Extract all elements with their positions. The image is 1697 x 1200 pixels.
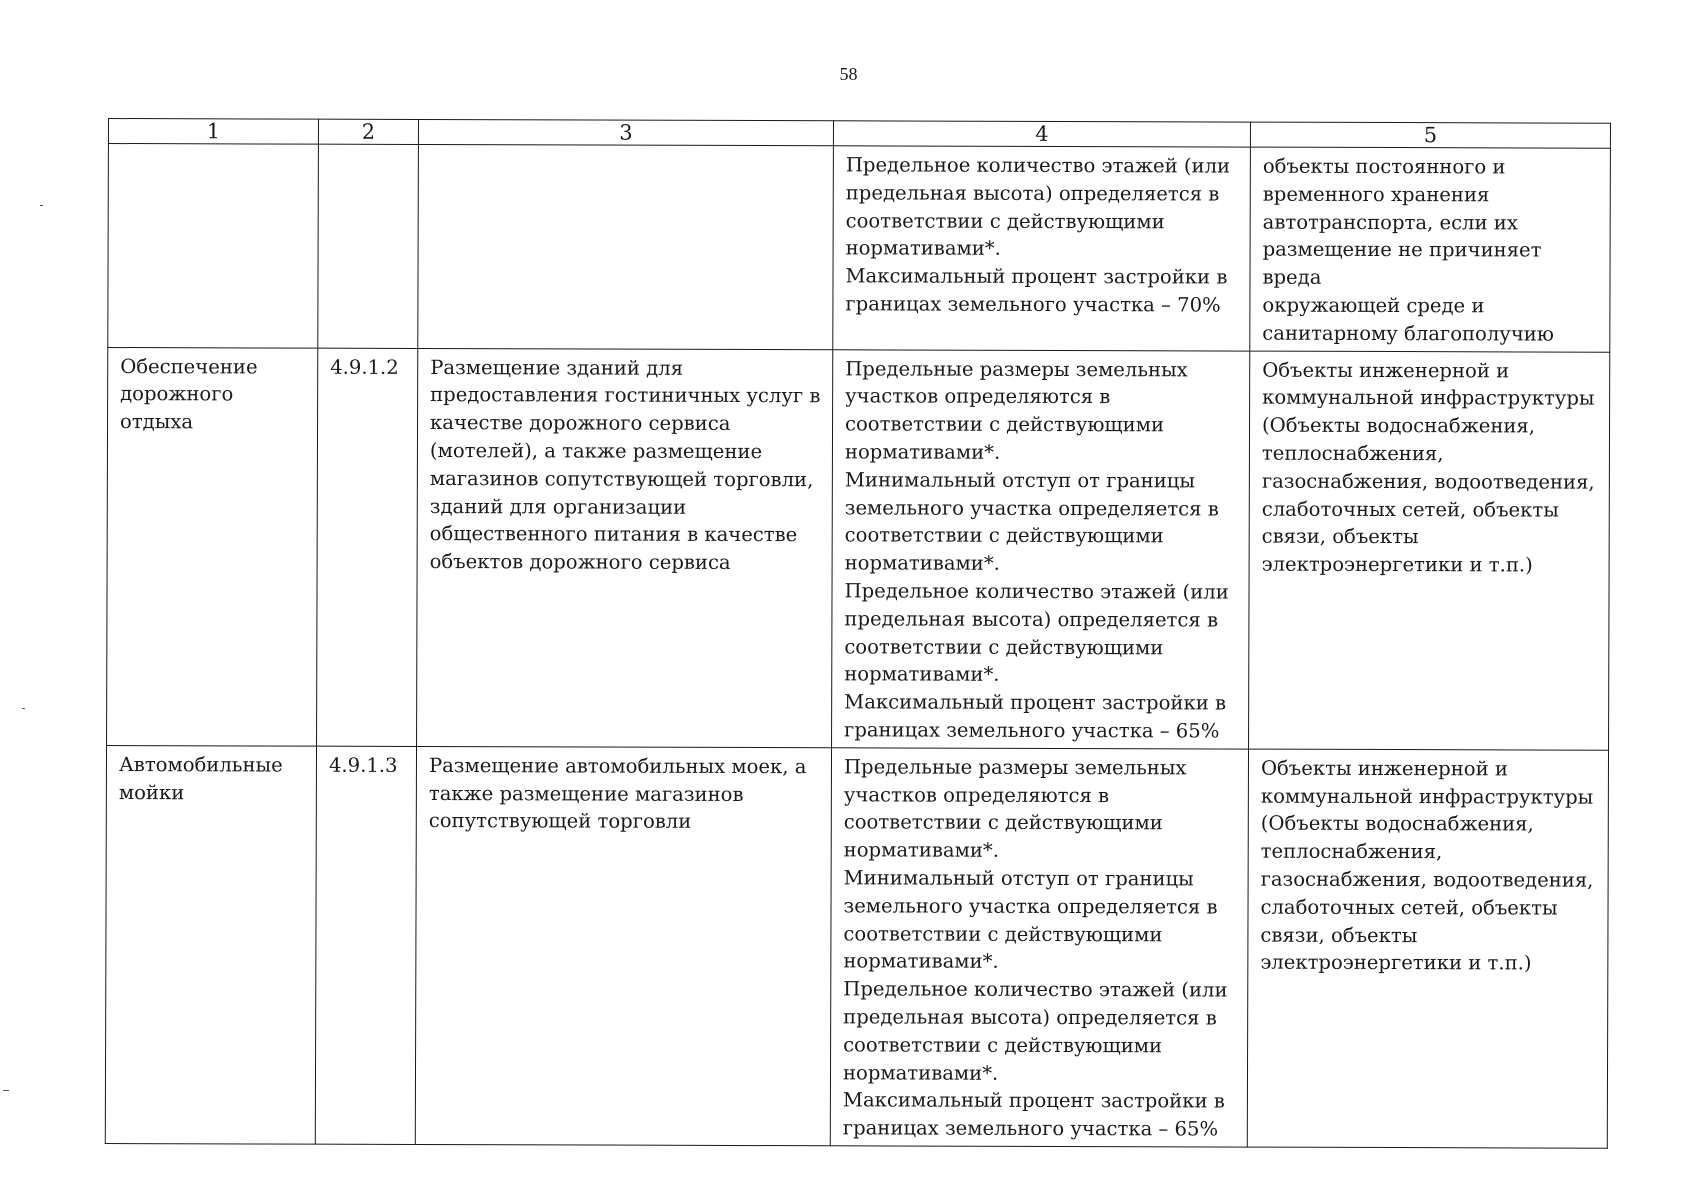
- table-row: [105, 745, 1608, 1148]
- column-header-1: 1: [108, 119, 318, 145]
- cell-parameters: Предельные размеры земельных участков определяются в соответствии с действующими нормативами*. Минимальный отступ от границы земельного участка определяется в соответствии с действующими нормативами*. Предельное количество этажей (или предельная высота) определяется в соответствии с действующими нормативами*. Максимальный процент застройки в границах земельного участка – 65%: [832, 349, 1250, 748]
- cell-parameters: Предельные размеры земельных участков определяются в соответствии с действующими нормативами*. Минимальный отступ от границы земельного участка определяется в соответствии с действующими нормативами*. Предельное количество этажей (или предельная высота) определяется в соответствии с действующими нормативами*. Максимальный процент застройки в границах земельного участка – 65%: [830, 748, 1248, 1147]
- cell-use-description: [418, 144, 834, 349]
- column-header-5: 5: [1250, 122, 1610, 148]
- cell-use-name: [108, 144, 319, 348]
- column-header-3: 3: [418, 119, 833, 145]
- cell-use-code: 4.9.1.2: [317, 348, 418, 746]
- cell-auxiliary-uses: Объекты инженерной и коммунальной инфраструктуры (Объекты водоснабжения, теплоснабжения, газоснабжения, водоотведения, слаботочных сетей, объекты связи, объекты электроэнергетики и т.п.): [1249, 351, 1610, 750]
- cell-use-description: Размещение зданий для предоставления гостиничных услуг в качестве дорожного сервиса (мотелей), а также размещение магазинов сопутствующей торговли, зданий для организации общественного питания в качестве объектов дорожного сервиса: [417, 348, 833, 747]
- cell-use-name: Обеспечение дорожного отдыха: [107, 347, 318, 746]
- scan-margin-mark: [40, 205, 43, 206]
- cell-use-description: Размещение автомобильных моек, а также размещение магазинов сопутствующей торговли: [415, 746, 831, 1145]
- land-use-table: [105, 118, 1611, 1149]
- table-row: [107, 347, 1610, 750]
- table-row: [108, 144, 1611, 352]
- scan-margin-mark: [3, 1090, 9, 1091]
- cell-auxiliary-uses: Объекты инженерной и коммунальной инфраструктуры (Объекты водоснабжения, теплоснабжения, газоснабжения, водоотведения, слаботочных сетей, объекты связи, объекты электроэнергетики и т.п.): [1247, 749, 1608, 1148]
- scan-margin-mark: [22, 708, 25, 709]
- cell-use-code: [318, 144, 419, 348]
- cell-use-name: Автомобильные мойки: [105, 745, 316, 1144]
- column-header-4: 4: [833, 121, 1250, 147]
- page-number: 58: [839, 64, 858, 84]
- cell-auxiliary-uses: объекты постоянного и временного хранения автотранспорта, если их размещение не причиняет вреда окружающей среде и санитарному благополучию: [1250, 147, 1611, 352]
- column-header-2: 2: [318, 119, 418, 144]
- cell-use-code: 4.9.1.3: [315, 746, 416, 1144]
- cell-parameters: Предельное количество этажей (или предельная высота) определяется в соответствии с действующими нормативами*. Максимальный процент застройки в границах земельного участка – 70%: [833, 146, 1251, 351]
